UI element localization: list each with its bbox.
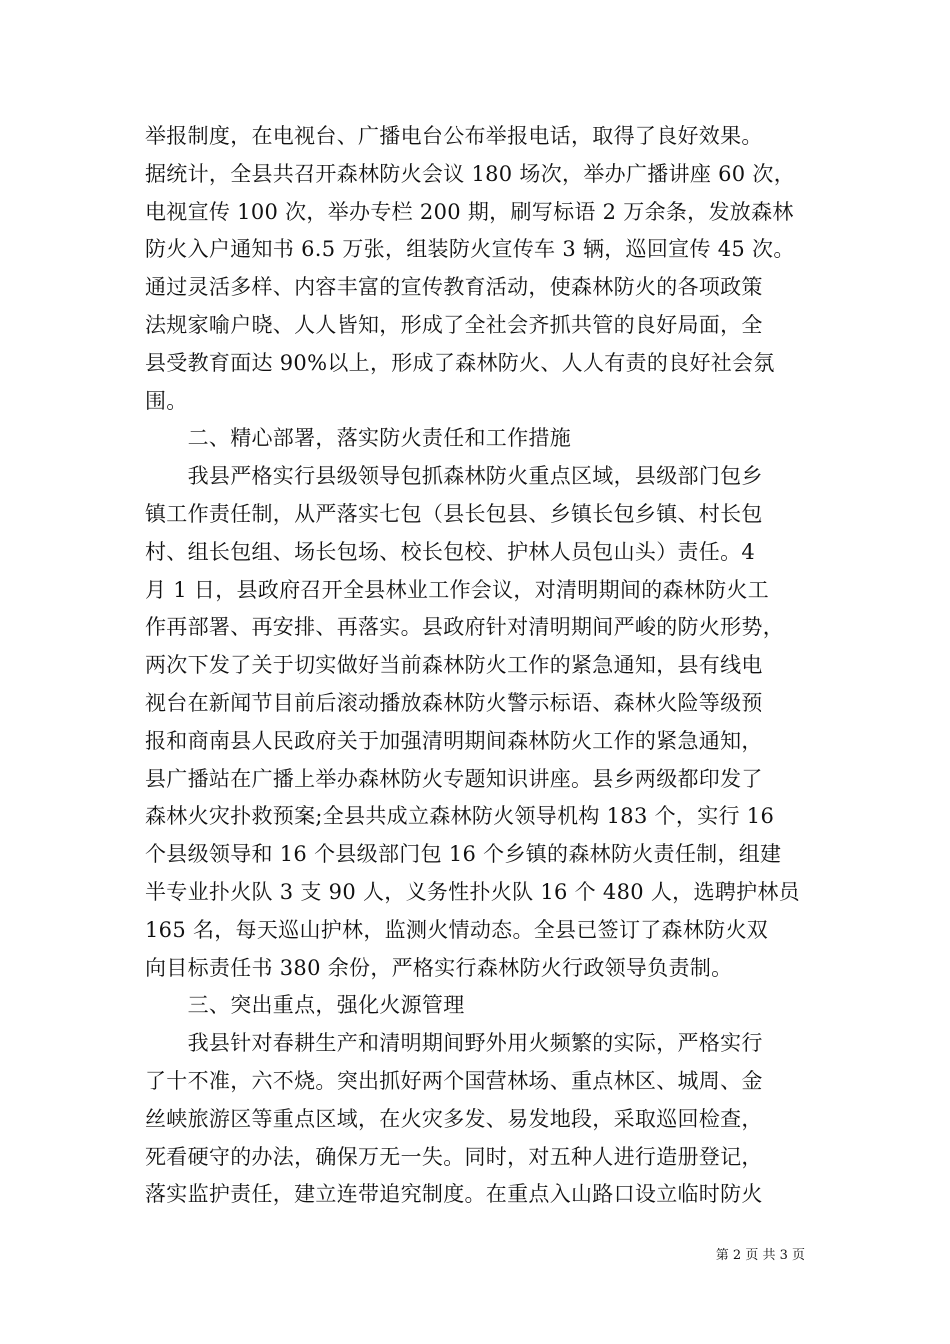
- text-line: 个县级领导和 16 个县级部门包 16 个乡镇的森林防火责任制，组建: [145, 842, 782, 867]
- text-line: 报和商南县人民政府关于加强清明期间森林防火工作的紧急通知，: [145, 728, 763, 753]
- body-text: [145, 118, 805, 1214]
- section-heading: 二、精心部署，落实防火责任和工作措施: [145, 426, 571, 451]
- text-line: 落实监护责任，建立连带追究制度。在重点入山路口设立临时防火: [145, 1182, 763, 1207]
- text-line: 半专业扑火队 3 支 90 人，义务性扑火队 16 个 480 人，选聘护林员: [145, 879, 800, 904]
- text-line: 视台在新闻节目前后滚动播放森林防火警示标语、森林火险等级预: [145, 690, 763, 715]
- text-line: 镇工作责任制，从严落实七包（县长包县、乡镇长包乡镇、村长包: [145, 501, 763, 526]
- text-line: 向目标责任书 380 余份，严格实行森林防火行政领导负责制。: [145, 955, 733, 980]
- text-line: 法规家喻户晓、人人皆知，形成了全社会齐抓共管的良好局面，全: [145, 312, 763, 337]
- text-line: 通过灵活多样、内容丰富的宣传教育活动，使森林防火的各项政策: [145, 275, 763, 300]
- text-line: 森林火灾扑救预案;全县共成立森林防火领导机构 183 个，实行 16: [145, 804, 775, 829]
- text-line: 165 名，每天巡山护林，监测火情动态。全县已签订了森林防火双: [145, 917, 769, 942]
- text-line: 围。: [145, 388, 188, 413]
- text-line: 我县针对春耕生产和清明期间野外用火频繁的实际，严格实行: [145, 1031, 763, 1056]
- text-line: 村、组长包组、场长包场、校长包校、护林人员包山头）责任。4: [145, 539, 756, 564]
- page-number-footer: 第 2 页 共 3 页: [715, 1248, 805, 1263]
- text-line: 我县严格实行县级领导包抓森林防火重点区域，县级部门包乡: [145, 464, 763, 489]
- section-heading: 三、突出重点，强化火源管理: [145, 993, 465, 1018]
- text-line: 了十不准，六不烧。突出抓好两个国营林场、重点林区、城周、金: [145, 1068, 763, 1093]
- text-line: 据统计，全县共召开森林防火会议 180 场次，举办广播讲座 60 次，: [145, 161, 796, 186]
- text-line: 县广播站在广播上举办森林防火专题知识讲座。县乡两级都印发了: [145, 766, 763, 791]
- text-line: 举报制度，在电视台、广播电台公布举报电话，取得了良好效果。: [145, 124, 763, 148]
- text-line: 电视宣传 100 次，举办专栏 200 期，刷写标语 2 万余条，发放森林: [145, 199, 794, 224]
- text-line: 作再部署、再安排、再落实。县政府针对清明期间严峻的防火形势，: [145, 615, 784, 640]
- text-line: 两次下发了关于切实做好当前森林防火工作的紧急通知，县有线电: [145, 653, 763, 678]
- text-line: 丝峡旅游区等重点区域，在火灾多发、易发地段，采取巡回检查，: [145, 1106, 763, 1131]
- text-line: 县受教育面达 90%以上，形成了森林防火、人人有责的良好社会氛: [145, 350, 775, 375]
- text-line: 月 1 日，县政府召开全县林业工作会议，对清明期间的森林防火工: [145, 577, 770, 602]
- text-line: 死看硬守的办法，确保万无一失。同时，对五种人进行造册登记，: [145, 1144, 763, 1169]
- text-line: 防火入户通知书 6.5 万张，组装防火宣传车 3 辆，巡回宣传 45 次。: [145, 237, 795, 262]
